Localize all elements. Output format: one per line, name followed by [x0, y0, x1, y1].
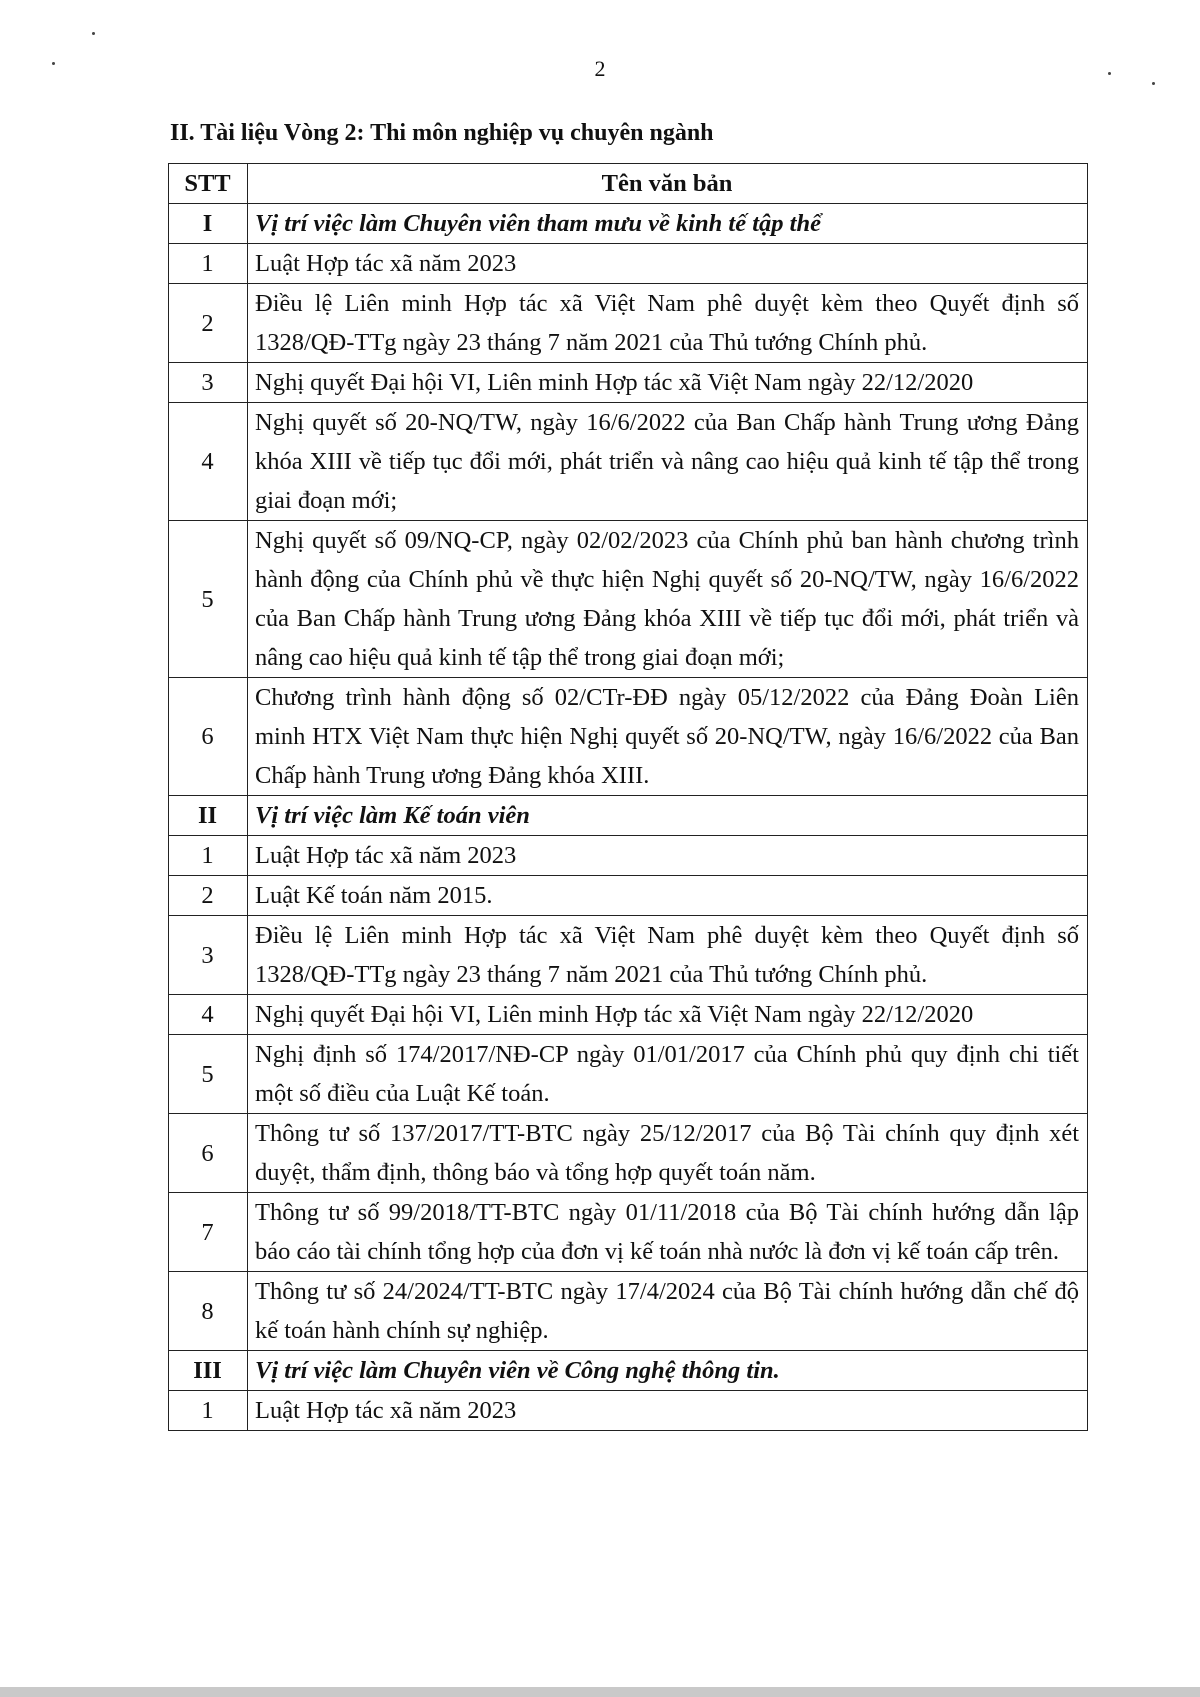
row-number: 1 [169, 244, 248, 284]
table-row [169, 521, 1088, 678]
row-number: 5 [169, 521, 248, 678]
table-row [169, 836, 1088, 876]
header-document-name: Tên văn bản [248, 164, 1088, 204]
group-title: Vị trí việc làm Chuyên viên về Công nghệ thông tin. [248, 1351, 1088, 1391]
row-number: 3 [169, 916, 248, 995]
table-row [169, 1272, 1088, 1351]
row-number: 5 [169, 1035, 248, 1114]
row-number: 6 [169, 1114, 248, 1193]
document-name: Luật Hợp tác xã năm 2023 [248, 1391, 1088, 1431]
document-name: Luật Kế toán năm 2015. [248, 876, 1088, 916]
document-name: Luật Hợp tác xã năm 2023 [248, 836, 1088, 876]
table-row [169, 363, 1088, 403]
group-number: II [169, 796, 248, 836]
table-row [169, 1193, 1088, 1272]
row-number: 4 [169, 403, 248, 521]
row-number: 8 [169, 1272, 248, 1351]
document-name: Điều lệ Liên minh Hợp tác xã Việt Nam phê duyệt kèm theo Quyết định số 1328/QĐ-TTg ngày 23 tháng 7 năm 2021 của Thủ tướng Chính phủ. [248, 284, 1088, 363]
document-name: Nghị quyết số 20-NQ/TW, ngày 16/6/2022 của Ban Chấp hành Trung ương Đảng khóa XIII về tiếp tục đổi mới, phát triển và nâng cao hiệu quả kinh tế tập thể trong giai đoạn mới; [248, 403, 1088, 521]
document-list-table [168, 163, 1088, 1431]
table-row [169, 916, 1088, 995]
group-number: I [169, 204, 248, 244]
document-name: Thông tư số 137/2017/TT-BTC ngày 25/12/2017 của Bộ Tài chính quy định xét duyệt, thẩm định, thông báo và tổng hợp quyết toán năm. [248, 1114, 1088, 1193]
group-row [169, 1351, 1088, 1391]
page-number: 2 [594, 56, 606, 81]
row-number: 6 [169, 678, 248, 796]
table-row [169, 1114, 1088, 1193]
scan-bottom-edge [0, 1687, 1200, 1697]
table-row [169, 244, 1088, 284]
table-header-row [169, 164, 1088, 204]
group-title: Vị trí việc làm Chuyên viên tham mưu về kinh tế tập thể [248, 204, 1088, 244]
table-row [169, 403, 1088, 521]
group-title: Vị trí việc làm Kế toán viên [248, 796, 1088, 836]
group-row [169, 204, 1088, 244]
section-heading: II. Tài liệu Vòng 2: Thi môn nghiệp vụ chuyên ngành [170, 120, 714, 146]
row-number: 1 [169, 836, 248, 876]
table-row [169, 876, 1088, 916]
document-name: Nghị quyết Đại hội VI, Liên minh Hợp tác xã Việt Nam ngày 22/12/2020 [248, 363, 1088, 403]
document-name: Nghị định số 174/2017/NĐ-CP ngày 01/01/2017 của Chính phủ quy định chi tiết một số điều của Luật Kế toán. [248, 1035, 1088, 1114]
row-number: 2 [169, 284, 248, 363]
document-name: Luật Hợp tác xã năm 2023 [248, 244, 1088, 284]
document-name: Điều lệ Liên minh Hợp tác xã Việt Nam phê duyệt kèm theo Quyết định số 1328/QĐ-TTg ngày 23 tháng 7 năm 2021 của Thủ tướng Chính phủ. [248, 916, 1088, 995]
document-name: Nghị quyết Đại hội VI, Liên minh Hợp tác xã Việt Nam ngày 22/12/2020 [248, 995, 1088, 1035]
document-name: Thông tư số 24/2024/TT-BTC ngày 17/4/2024 của Bộ Tài chính hướng dẫn chế độ kế toán hành chính sự nghiệp. [248, 1272, 1088, 1351]
table-row [169, 284, 1088, 363]
row-number: 4 [169, 995, 248, 1035]
table-row [169, 1035, 1088, 1114]
group-row [169, 796, 1088, 836]
row-number: 1 [169, 1391, 248, 1431]
row-number: 3 [169, 363, 248, 403]
scan-speck [92, 32, 95, 35]
row-number: 7 [169, 1193, 248, 1272]
table-row [169, 678, 1088, 796]
table-body [169, 204, 1088, 1431]
document-name: Nghị quyết số 09/NQ-CP, ngày 02/02/2023 của Chính phủ ban hành chương trình hành động của Chính phủ về thực hiện Nghị quyết số 20-NQ/TW, ngày 16/6/2022 của Ban Chấp hành Trung ương Đảng khóa XIII về tiếp tục đổi mới, phát triển và nâng cao hiệu quả kinh tế tập thể trong giai đoạn mới; [248, 521, 1088, 678]
group-number: III [169, 1351, 248, 1391]
table-row [169, 1391, 1088, 1431]
header-stt: STT [169, 164, 248, 204]
scan-speck [1152, 82, 1155, 85]
table-row [169, 995, 1088, 1035]
row-number: 2 [169, 876, 248, 916]
document-name: Chương trình hành động số 02/CTr-ĐĐ ngày 05/12/2022 của Đảng Đoàn Liên minh HTX Việt Nam thực hiện Nghị quyết số 20-NQ/TW, ngày 16/6/2022 của Ban Chấp hành Trung ương Đảng khóa XIII. [248, 678, 1088, 796]
document-name: Thông tư số 99/2018/TT-BTC ngày 01/11/2018 của Bộ Tài chính hướng dẫn lập báo cáo tài chính tổng hợp của đơn vị kế toán nhà nước là đơn vị kế toán cấp trên. [248, 1193, 1088, 1272]
